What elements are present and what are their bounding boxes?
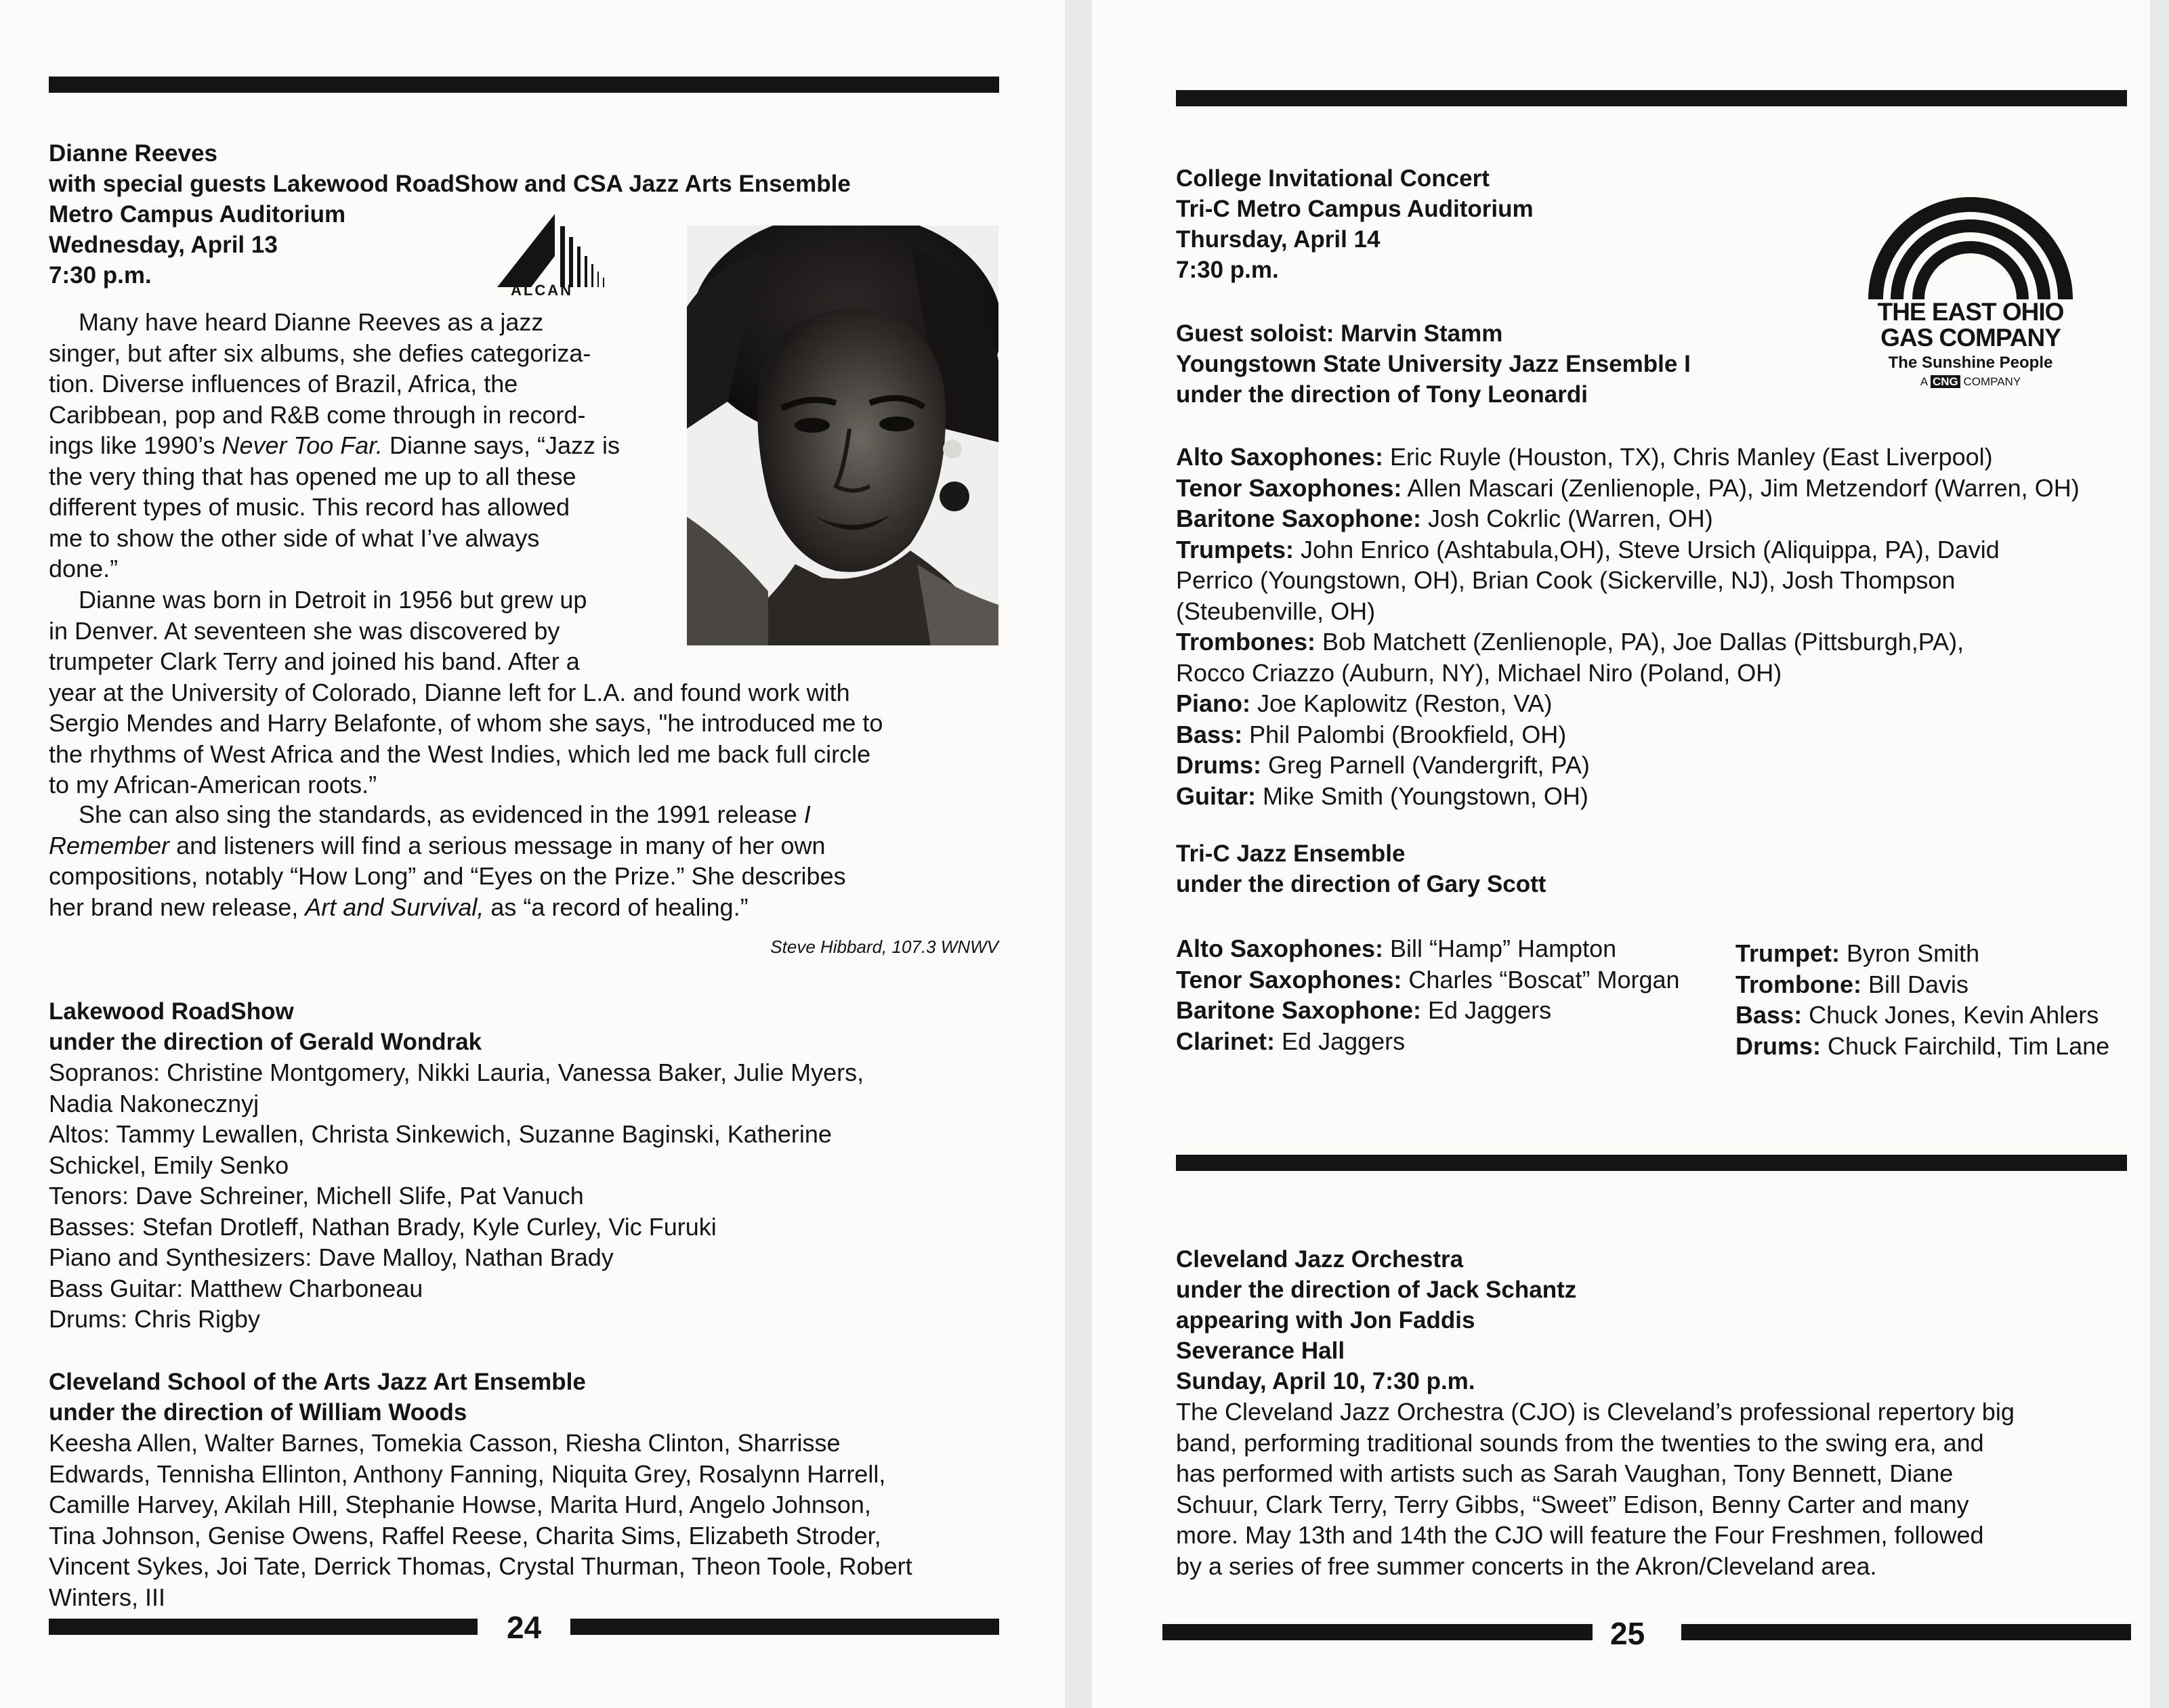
roster-line [1735,969,2142,1000]
musician-names: Charles “Boscat” Morgan [1402,965,1680,994]
text-line: singer, but after six albums, she defies categoriza- [49,339,591,367]
roster-line [1176,473,2138,504]
roster-line [1176,1026,1731,1057]
college-concert-header [1176,163,1786,285]
instrument-label: Baritone Saxophone: [1176,996,1422,1024]
text-line: She can also sing the standards, as evidenced in the 1991 release I [79,800,811,828]
text-line: Sergio Mendes and Harry Belafonte, of whom she says, "he introduced me to [49,709,883,737]
instrument-label: Piano: [1176,689,1251,717]
musician-names: Chuck Jones, Kevin Ahlers [1802,1001,2099,1029]
text-line: tion. Diverse influences of Brazil, Africa, the [49,370,518,398]
roadshow-title: Lakewood RoadShow [49,998,294,1025]
artist-photo [687,226,998,645]
musician-names: Rocco Criazzo (Auburn, NY), Michael Niro (Poland, OH) [1176,658,1782,687]
roster-line: Tina Johnson, Genise Owens, Raffel Reese, Charita Sims, Elizabeth Stroder, [49,1521,881,1550]
musician-names: Greg Parnell (Vandergrift, PA) [1261,751,1590,779]
ysu-ensemble-header [1176,318,1853,410]
top-rule [49,77,999,93]
ensemble-director: under the direction of Tony Leonardi [1176,381,1588,408]
instrument-label: Tenor Saxophones: [1176,473,1402,502]
footer-rule-left [1162,1624,1593,1640]
cjo-section [1176,1244,2138,1581]
event-date: Thursday, April 14 [1176,226,1381,253]
sponsor-tagline: The Sunshine People [1888,354,2053,372]
event-time: 7:30 p.m. [49,262,152,289]
csa-director: under the direction of William Woods [49,1399,467,1426]
sponsor-name-line-1: THE EAST OHIO [1877,298,2064,326]
tric-ensemble-header [1176,838,1786,899]
description-line: The Cleveland Jazz Orchestra (CJO) is Cleveland’s professional repertory big [1176,1398,2015,1426]
musician-names: Perrico (Youngstown, OH), Brian Cook (Sickerville, NJ), Josh Thompson [1176,566,1956,594]
csa-title: Cleveland School of the Arts Jazz Art Ensemble [49,1369,586,1395]
musician-names: Ed Jaggers [1421,996,1552,1024]
instrument-label: Drums: [1176,751,1262,779]
roster-line: Altos: Tammy Lewallen, Christa Sinkewich, Suzanne Baginski, Katherine [49,1120,832,1148]
musician-names: Mike Smith (Youngstown, OH) [1256,782,1588,810]
instrument-label: Bass: [1176,720,1243,748]
roster-line: Drums: Chris Rigby [49,1305,261,1333]
roster-line: Nadia Nakonecznyj [49,1089,259,1117]
description-line: by a series of free summer concerts in the Akron/Cleveland area. [1176,1552,1877,1580]
tric-title: Tri-C Jazz Ensemble [1176,840,1406,867]
text-line: to my African-American roots.” [49,771,377,798]
text-line: Remember and listeners will find a serious message in many of her own [49,831,826,859]
roster-line [1176,596,2138,627]
sponsor-parent-prefix: A [1920,375,1928,388]
text-line: compositions, notably “How Long” and “Eyes on the Prize.” She describes [49,862,846,890]
roster-line [1176,626,2138,658]
text-line: the rhythms of West Africa and the West Indies, which led me back full circle [49,740,871,768]
cng-mark: CNG [1931,375,1960,388]
roadshow-director: under the direction of Gerald Wondrak [49,1029,482,1055]
tric-roster-col-1 [1176,933,1731,1056]
footer-rule-right [570,1619,999,1635]
text-line: me to show the other side of what I’ve always [49,524,540,552]
article-credit: Steve Hibbard, 107.3 WNWV [770,937,998,957]
roster-line [1176,781,2138,812]
roadshow-roster [49,1057,1011,1335]
sponsor-parent-suffix: COMPANY [1963,375,2021,388]
musician-names: Bill “Hamp” Hampton [1383,935,1617,962]
text-line: different types of music. This record has allowed [49,493,570,521]
cjo-venue: Severance Hall [1176,1338,1345,1364]
text-line: the very thing that has opened me up to all these [49,462,576,490]
roster-line [1735,938,2142,969]
musician-names: Byron Smith [1840,939,1980,967]
cjo-guest: appearing with Jon Faddis [1176,1307,1475,1333]
musician-names: Joe Kaplowitz (Reston, VA) [1250,689,1553,717]
sunrise-arc-icon [1855,183,2086,301]
text-line: in Denver. At seventeen she was discovered by [49,616,560,645]
roster-line: Tenors: Dave Schreiner, Michell Slife, Pat Vanuch [49,1182,584,1210]
instrument-label: Alto Saxophones: [1176,935,1384,962]
instrument-label: Baritone Saxophone: [1176,505,1422,532]
roster-line [1176,658,2138,689]
musician-names: Eric Ruyle (Houston, TX), Chris Manley (East Liverpool) [1383,443,1993,471]
ysu-roster [1176,442,2138,811]
instrument-label: Trumpets: [1176,535,1294,563]
cjo-date: Sunday, April 10, 7:30 p.m. [1176,1368,1475,1394]
ensemble-name: Youngstown State University Jazz Ensemble I [1176,351,1691,377]
musician-names: Josh Cokrlic (Warren, OH) [1421,505,1713,532]
roster-line [1176,750,2138,781]
csa-roster [49,1428,1011,1613]
roster-line [1176,534,2138,565]
csa-section [49,1367,1011,1613]
alcan-logo [490,207,619,302]
tric-roster-col-2 [1735,938,2142,1061]
roster-line [1176,933,1731,964]
cjo-title: Cleveland Jazz Orchestra [1176,1246,1464,1273]
instrument-label: Clarinet: [1176,1027,1276,1055]
article-para-3 [49,799,1011,922]
sponsor-parent [1855,375,2086,389]
portrait-illustration [687,226,998,645]
roster-line: Schickel, Emily Senko [49,1151,289,1179]
sponsor-name-line-2: GAS COMPANY [1880,324,2061,351]
instrument-label: Alto Saxophones: [1176,443,1384,471]
text-line: done.” [49,555,119,582]
page-number-left: 24 [507,1610,542,1645]
instrument-label: Trombones: [1176,628,1316,656]
roster-line: Camille Harvey, Akilah Hill, Stephanie Howse, Marita Hurd, Angelo Johnson, [49,1491,871,1518]
roster-line [1176,565,2138,596]
musician-names: Ed Jaggers [1275,1027,1406,1055]
sponsor-name [1855,299,2086,351]
section-rule [1176,1155,2127,1171]
left-page [0,0,1065,1708]
description-line: Schuur, Clark Terry, Terry Gibbs, “Sweet” Edison, Benny Carter and many [1176,1490,1969,1518]
text-line: year at the University of Colorado, Dianne left for L.A. and found work with [49,678,850,706]
cjo-description [1176,1396,2138,1581]
musician-names: Chuck Fairchild, Tim Lane [1821,1031,2110,1060]
event-date: Wednesday, April 13 [49,232,278,258]
roster-line [1176,503,2138,534]
page-number-right: 25 [1610,1616,1645,1651]
roster-line: Edwards, Tennisha Ellinton, Anthony Fanning, Niquita Grey, Rosalynn Harrell, [49,1459,886,1488]
roster-line: Basses: Stefan Drotleff, Nathan Brady, Kyle Curley, Vic Furuki [49,1212,717,1241]
roster-line: Piano and Synthesizers: Dave Malloy, Nathan Brady [49,1243,614,1271]
instrument-label: Drums: [1735,1031,1821,1060]
roster-line [1176,719,2138,750]
musician-names: John Enrico (Ashtabula,OH), Steve Ursich (Aliquippa, PA), David [1294,535,2000,563]
musician-names: (Steubenville, OH) [1176,597,1376,625]
text-line: ings like 1990’s Never Too Far. Dianne says, “Jazz is [49,431,620,459]
roster-line [1735,1031,2142,1062]
text-line: trumpeter Clark Terry and joined his band. After a [49,647,580,675]
tric-director: under the direction of Gary Scott [1176,871,1546,897]
roster-line: Keesha Allen, Walter Barnes, Tomekia Casson, Riesha Clinton, Sharrisse [49,1429,841,1457]
description-line: has performed with artists such as Sarah Vaughan, Tony Bennett, Diane [1176,1459,1954,1487]
guest-soloist: Guest soloist: Marvin Stamm [1176,320,1503,347]
event-time: 7:30 p.m. [1176,257,1279,283]
east-ohio-gas-logo [1855,183,2086,400]
article-para-2 [49,584,1011,800]
text-line: Dianne was born in Detroit in 1956 but grew up [79,586,587,614]
musician-names: Bob Matchett (Zenlienople, PA), Joe Dallas (Pittsburgh,PA), [1315,628,1964,656]
event-guests: with special guests Lakewood RoadShow and CSA Jazz Arts Ensemble [49,171,851,197]
footer-rule-right [1681,1624,2131,1640]
roster-line [1176,688,2138,719]
event-title: Dianne Reeves [49,140,218,167]
cjo-director: under the direction of Jack Schantz [1176,1277,1577,1303]
roadshow-section [49,996,1011,1335]
text-line: her brand new release, Art and Survival, as “a record of healing.” [49,893,749,921]
alcan-wordmark: ALCAN [511,282,573,299]
roster-line: Bass Guitar: Matthew Charboneau [49,1274,423,1302]
event-venue: Tri-C Metro Campus Auditorium [1176,196,1534,222]
text-line: Many have heard Dianne Reeves as a jazz [79,308,544,336]
roster-line [1176,995,1731,1026]
right-page [1092,0,2150,1708]
instrument-label: Bass: [1735,1001,1803,1029]
article-para-1 [49,307,686,584]
event-venue: Metro Campus Auditorium [49,201,346,228]
top-rule [1176,90,2127,106]
event-title: College Invitational Concert [1176,165,1490,192]
instrument-label: Trumpet: [1735,939,1840,967]
roster-line [1735,1000,2142,1031]
roster-line: Winters, III [49,1583,166,1611]
roster-line: Sopranos: Christine Montgomery, Nikki Lauria, Vanessa Baker, Julie Myers, [49,1059,864,1086]
musician-names: Phil Palombi (Brookfield, OH) [1242,720,1567,748]
roster-line: Vincent Sykes, Joi Tate, Derrick Thomas, Crystal Thurman, Theon Toole, Robert [49,1552,912,1580]
description-line: more. May 13th and 14th the CJO will feature the Four Freshmen, followed [1176,1521,1984,1549]
musician-names: Allen Mascari (Zenlienople, PA), Jim Metzendorf (Warren, OH) [1402,473,2080,502]
instrument-label: Tenor Saxophones: [1176,965,1402,994]
text-line: Caribbean, pop and R&B come through in record- [49,400,586,429]
musician-names: Bill Davis [1861,970,1969,998]
roster-line [1176,442,2138,473]
instrument-label: Guitar: [1176,782,1257,810]
description-line: band, performing traditional sounds from the twenties to the swing era, and [1176,1428,1984,1457]
footer-rule-left [49,1619,478,1635]
instrument-label: Trombone: [1735,970,1861,998]
roster-line [1176,964,1731,996]
